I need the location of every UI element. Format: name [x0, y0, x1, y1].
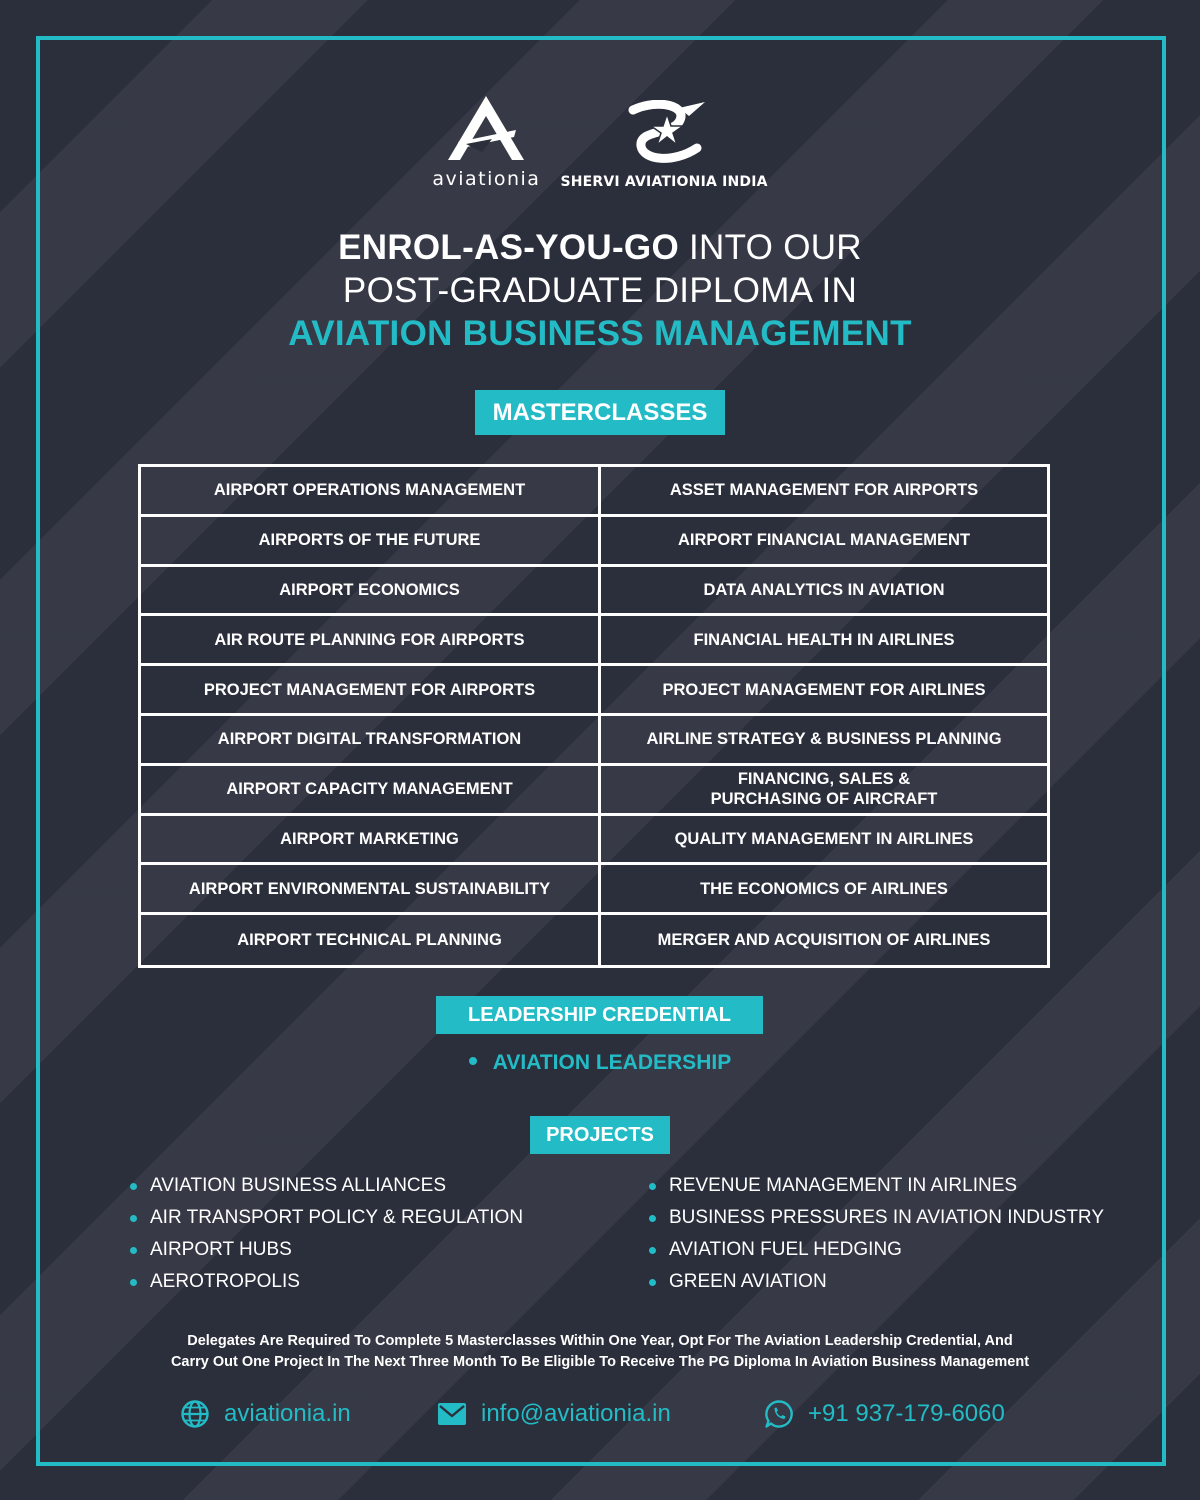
project-item: AIRPORT HUBS — [130, 1234, 523, 1266]
note-line2: Carry Out One Project In The Next Three Month To Be Eligible To Receive The PG Diploma In Aviation Business Management — [170, 1354, 1030, 1370]
masterclass-title: QUALITY MANAGEMENT IN AIRLINES — [674, 829, 974, 848]
masterclass-title: AIRPORT TECHNICAL PLANNING — [237, 931, 502, 950]
project-item: AEROTROPOLIS — [130, 1266, 523, 1298]
masterclass-title: PROJECT MANAGEMENT FOR AIRLINES — [662, 680, 986, 699]
eligibility-note — [0, 1331, 1200, 1373]
website-text: aviationia.in — [224, 1400, 351, 1427]
project-item: GREEN AVIATION — [649, 1266, 1104, 1298]
masterclass-cell — [141, 616, 601, 666]
masterclass-title: FINANCING, SALES & PURCHASING OF AIRCRAFT — [710, 770, 938, 809]
aviationia-logo — [432, 92, 540, 190]
masterclass-title: AIRPORT DIGITAL TRANSFORMATION — [217, 730, 522, 749]
phone-contact[interactable] — [764, 1394, 1005, 1434]
email-text: info@aviationia.in — [481, 1400, 671, 1427]
masterclass-cell — [141, 716, 601, 766]
masterclass-title: AIRPORT OPERATIONS MANAGEMENT — [213, 481, 526, 500]
masterclasses-label: MASTERCLASSES — [475, 390, 725, 435]
masterclass-cell — [141, 567, 601, 617]
logo-bar — [0, 92, 1200, 190]
project-item: BUSINESS PRESSURES IN AVIATION INDUSTRY — [649, 1202, 1104, 1234]
headline-bold: ENROL-AS-YOU-GO — [338, 228, 679, 267]
whatsapp-icon — [764, 1399, 794, 1429]
leadership-item — [0, 1051, 1200, 1075]
projects-list-left — [130, 1170, 523, 1298]
headline — [0, 226, 1200, 355]
bullet-dot — [469, 1057, 477, 1065]
masterclass-cell — [601, 467, 1047, 517]
masterclass-title: AIRLINE STRATEGY & BUSINESS PLANNING — [646, 730, 1002, 749]
shervi-swirl-star-icon — [619, 100, 709, 166]
leadership-item-text: AVIATION LEADERSHIP — [492, 1051, 732, 1074]
masterclass-title: AIRPORT ENVIRONMENTAL SUSTAINABILITY — [188, 879, 551, 898]
projects-label: PROJECTS — [530, 1116, 670, 1154]
website-contact[interactable] — [180, 1394, 351, 1434]
shervi-logo-text: SHERVI AVIATIONIA INDIA — [560, 174, 768, 190]
contact-bar — [0, 1394, 1200, 1434]
masterclass-title: AIRPORT FINANCIAL MANAGEMENT — [677, 531, 971, 550]
masterclass-cell — [141, 666, 601, 716]
headline-line3: AVIATION BUSINESS MANAGEMENT — [288, 314, 912, 353]
masterclass-cell — [601, 766, 1047, 816]
projects-list-right — [649, 1170, 1104, 1298]
headline-line2: POST-GRADUATE DIPLOMA IN — [342, 271, 858, 310]
headline-line1-rest: INTO OUR — [689, 228, 862, 267]
shervi-logo — [560, 100, 767, 190]
masterclass-cell — [601, 716, 1047, 766]
masterclass-cell — [601, 865, 1047, 915]
masterclass-title: FINANCIAL HEALTH IN AIRLINES — [693, 630, 955, 649]
masterclass-title: ASSET MANAGEMENT FOR AIRPORTS — [669, 481, 979, 500]
masterclass-cell — [141, 766, 601, 816]
masterclass-title: AIRPORTS OF THE FUTURE — [258, 531, 481, 550]
globe-icon — [180, 1399, 210, 1429]
masterclass-title: AIRPORT ECONOMICS — [279, 580, 460, 599]
masterclass-cell — [141, 915, 601, 965]
masterclass-cell — [601, 816, 1047, 866]
masterclass-cell — [141, 517, 601, 567]
masterclass-cell — [141, 816, 601, 866]
mail-icon — [437, 1402, 467, 1426]
aviationia-a-icon — [436, 92, 536, 164]
phone-text: +91 937-179-6060 — [808, 1400, 1005, 1427]
note-line1: Delegates Are Required To Complete 5 Masterclasses Within One Year, Opt For The Aviation Leadership Credential, And — [187, 1333, 1013, 1349]
email-contact[interactable] — [437, 1394, 671, 1434]
masterclass-cell — [601, 517, 1047, 567]
masterclass-cell — [601, 666, 1047, 716]
project-item: REVENUE MANAGEMENT IN AIRLINES — [649, 1170, 1104, 1202]
masterclass-title: AIRPORT CAPACITY MANAGEMENT — [226, 780, 513, 799]
masterclass-cell — [601, 915, 1047, 965]
aviationia-logo-text: aviationia — [432, 168, 541, 190]
masterclass-cell — [601, 616, 1047, 666]
masterclass-title: AIRPORT MARKETING — [280, 829, 459, 848]
masterclass-title: DATA ANALYTICS IN AVIATION — [703, 580, 945, 599]
masterclass-cell — [141, 865, 601, 915]
masterclass-title: AIR ROUTE PLANNING FOR AIRPORTS — [214, 630, 525, 649]
project-item: AIR TRANSPORT POLICY & REGULATION — [130, 1202, 523, 1234]
project-item: AVIATION FUEL HEDGING — [649, 1234, 1104, 1266]
masterclasses-table — [138, 464, 1050, 968]
leadership-label: LEADERSHIP CREDENTIAL — [436, 996, 763, 1034]
masterclass-cell — [601, 567, 1047, 617]
masterclass-title: MERGER AND ACQUISITION OF AIRLINES — [657, 931, 991, 950]
project-item: AVIATION BUSINESS ALLIANCES — [130, 1170, 523, 1202]
masterclass-cell — [141, 467, 601, 517]
masterclass-title: PROJECT MANAGEMENT FOR AIRPORTS — [203, 680, 536, 699]
masterclass-title: THE ECONOMICS OF AIRLINES — [700, 879, 948, 898]
